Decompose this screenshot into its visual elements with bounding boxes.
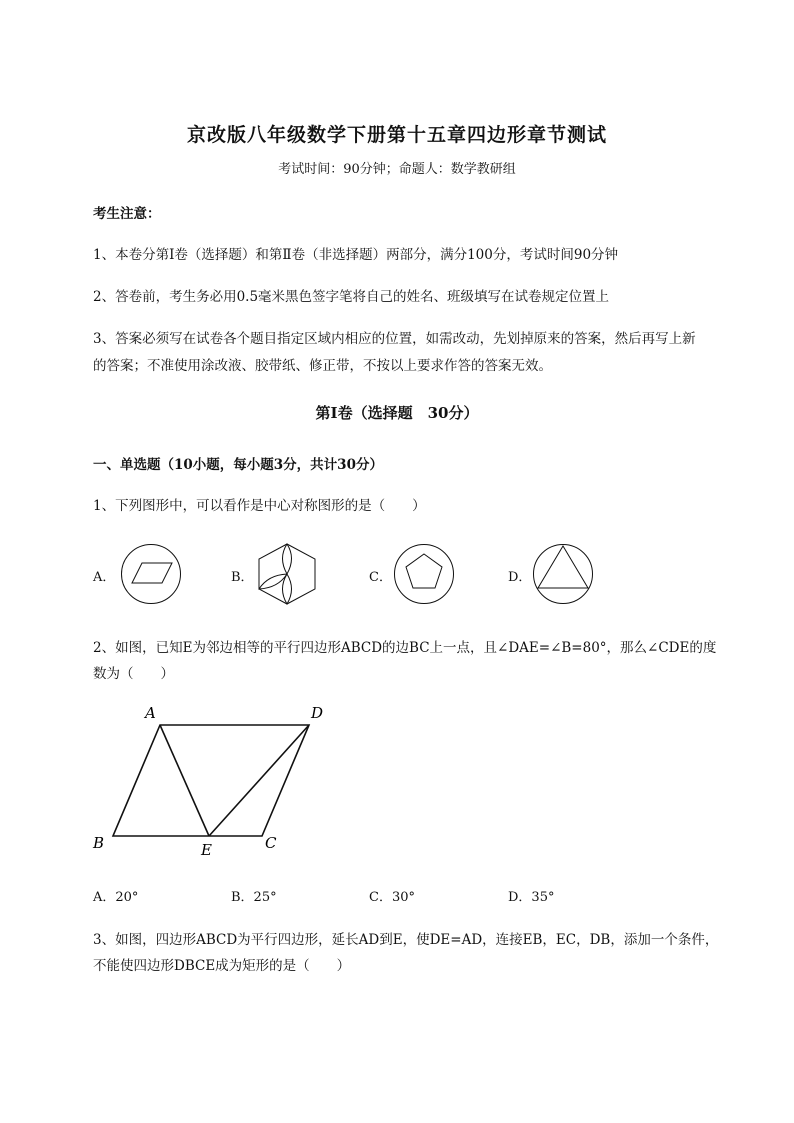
circle-shape	[395, 545, 454, 604]
vertex-label-c: C	[265, 834, 277, 852]
parallelogram-shape	[132, 563, 172, 583]
q1-option-d-label: D．	[508, 570, 532, 585]
vertex-label-d: D	[311, 704, 324, 722]
vertex-label-e: E	[201, 841, 212, 859]
exam-info: 考试时间：90分钟；命题人：数学教研组	[278, 162, 516, 177]
q2-option-a: A．20°	[93, 890, 139, 905]
notice-heading: 考生注意：	[93, 206, 161, 222]
question-3-stem-line-2: 不能使四边形DBCE成为矩形的是（ ）	[93, 958, 351, 974]
notice-item-3-cont: 的答案；不准使用涂改液、胶带纸、修正带，不按以上要求作答的答案无效。	[93, 358, 552, 374]
q1-option-b-figure	[254, 543, 320, 605]
q2-parallelogram-figure	[88, 700, 338, 860]
notice-item-2: 2、答卷前，考生务必用0.5毫米黑色签字笔将自己的姓名、班级填写在试卷规定位置上	[93, 289, 610, 305]
q1-option-d-figure	[532, 543, 594, 605]
notice-item-3: 3、答案必须写在试卷各个题目指定区域内相应的位置，如需改动，先划掉原来的答案，然后再写上新	[93, 331, 696, 347]
question-3-stem-line-1: 3、如图，四边形ABCD为平行四边形，延长AD到E，使DE=AD，连接EB，EC，DB，添加一个条件，	[93, 932, 719, 948]
q2-option-c: C．30°	[369, 890, 415, 905]
q1-option-a-figure	[120, 543, 182, 605]
q2-option-d: D．35°	[508, 890, 555, 905]
circle-shape	[534, 545, 593, 604]
section-title: 第I卷（选择题 30分）	[315, 404, 479, 422]
q1-option-c-label: C．	[369, 570, 392, 585]
question-2-stem-line-2: 数为（ ）	[93, 666, 174, 682]
segment-ae	[160, 725, 209, 836]
parallelogram-abcd	[113, 725, 309, 836]
page-title: 京改版八年级数学下册第十五章四边形章节测试	[186, 124, 607, 146]
vertex-label-b: B	[93, 834, 105, 852]
segment-de	[209, 725, 309, 836]
part-heading: 一、单选题（10小题，每小题3分，共计30分）	[93, 457, 383, 473]
question-2-stem-line-1: 2、如图，已知E为邻边相等的平行四边形ABCD的边BC上一点，且∠DAE=∠B=80°，那么∠CDE的度	[93, 640, 717, 656]
q1-option-c-figure	[393, 543, 455, 605]
triangle-shape	[538, 546, 588, 588]
q1-option-a-label: A．	[93, 570, 116, 585]
pentagon-shape	[406, 554, 442, 588]
vertex-label-a: A	[145, 704, 156, 722]
q1-option-b-label: B．	[231, 570, 254, 585]
question-1-stem: 1、下列图形中，可以看作是中心对称图形的是（ ）	[93, 498, 426, 514]
notice-item-1: 1、本卷分第I卷（选择题）和第Ⅱ卷（非选择题）两部分，满分100分，考试时间90分钟	[93, 247, 619, 263]
three-petal-shape	[259, 544, 292, 604]
circle-shape	[122, 545, 181, 604]
q2-option-b: B．25°	[231, 890, 277, 905]
